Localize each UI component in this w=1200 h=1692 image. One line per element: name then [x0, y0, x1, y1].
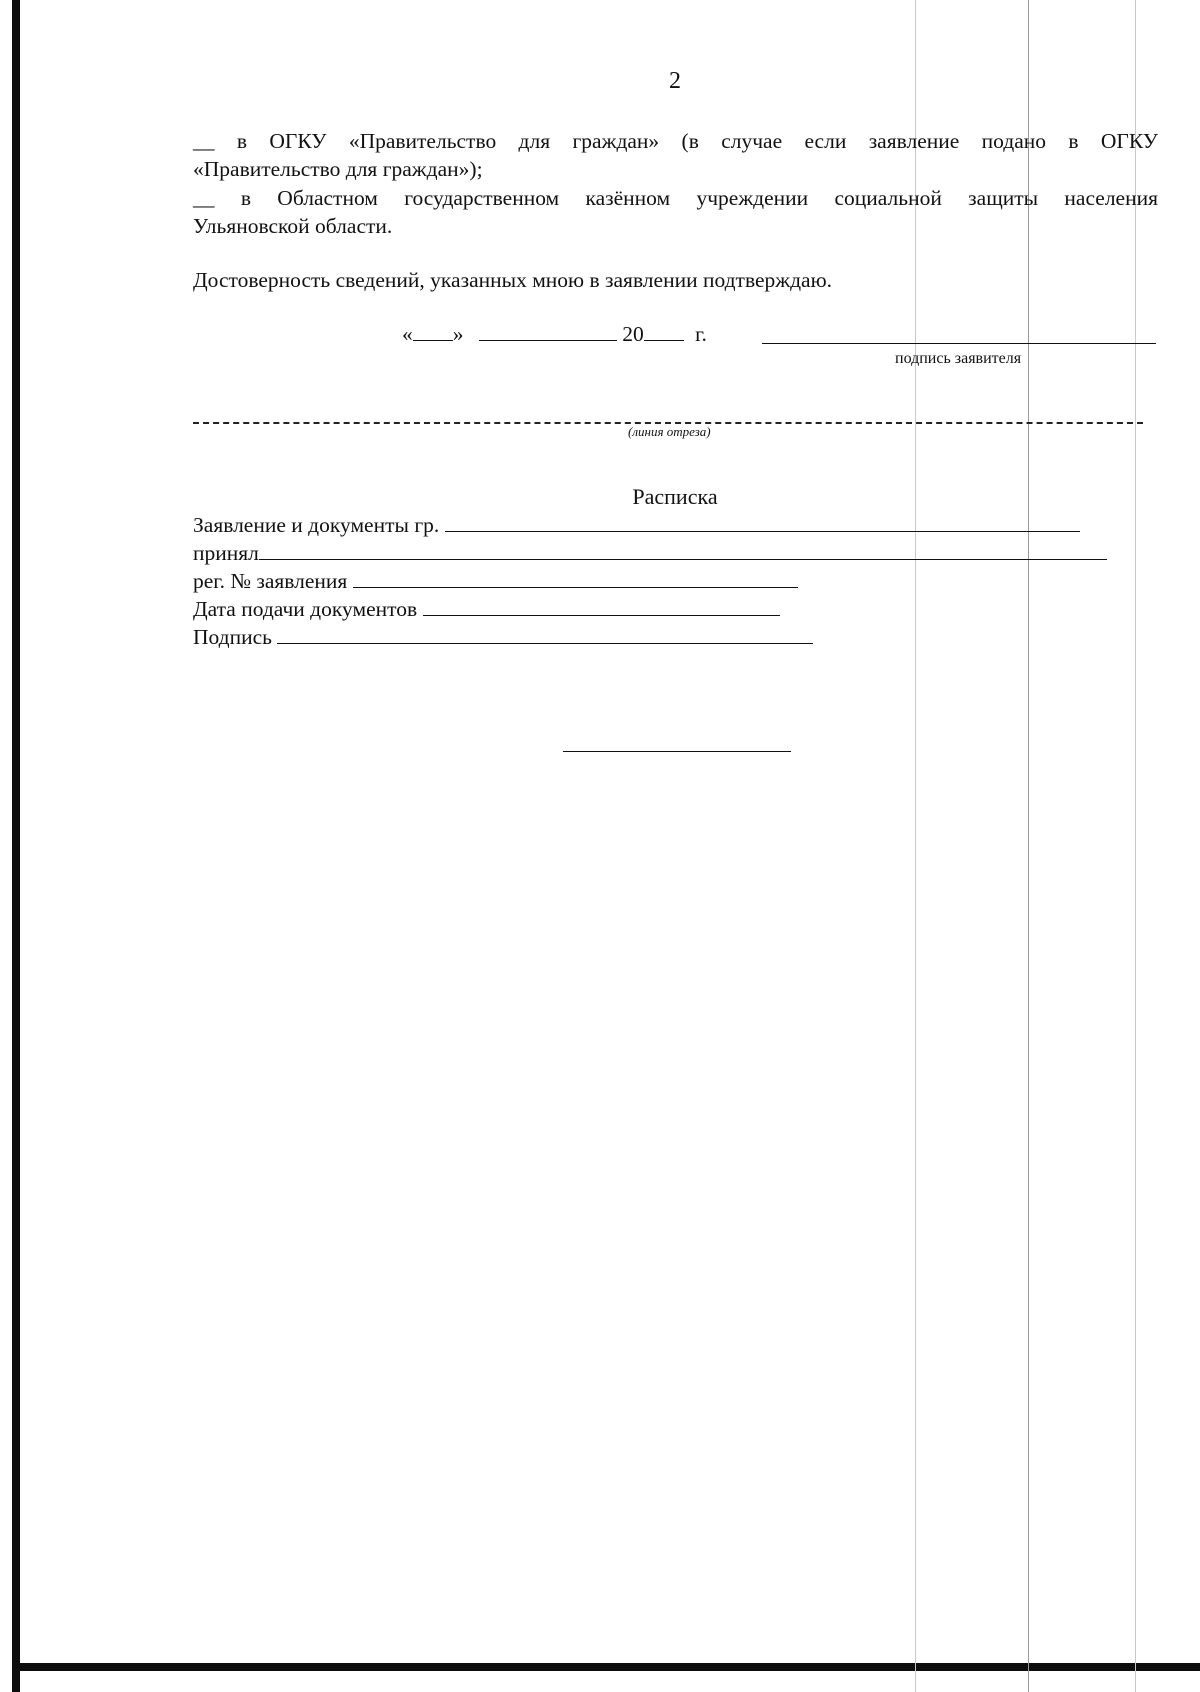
option-text-line: Ульяновской области.: [193, 214, 393, 238]
receipt-field-submission-date: [193, 595, 780, 622]
cut-line-caption: (линия отреза): [624, 424, 715, 440]
year-blank[interactable]: [644, 320, 684, 341]
field-label: Заявление и документы гр.: [193, 513, 440, 537]
receipt-title: Расписка: [632, 484, 718, 509]
day-blank[interactable]: [413, 320, 453, 341]
field-label: Дата подачи документов: [193, 597, 418, 621]
scan-edge-bottom: [12, 1663, 1200, 1671]
close-quote: »: [452, 322, 464, 346]
signature-line[interactable]: [762, 343, 1156, 344]
scan-edge-left: [12, 0, 20, 1692]
year-suffix: г.: [695, 322, 707, 346]
field-blank[interactable]: [445, 511, 1080, 532]
receipt-field-reg-number: [193, 567, 798, 594]
option-marker: __: [193, 129, 215, 153]
receipt-field-applicant: [193, 511, 1080, 538]
month-blank[interactable]: [479, 320, 617, 341]
field-blank[interactable]: [353, 567, 798, 588]
year-prefix: 20: [622, 322, 644, 346]
field-label: рег. № заявления: [193, 569, 348, 593]
date-line: [402, 320, 707, 347]
page-number: 2: [669, 68, 681, 94]
receipt-field-signature: [193, 623, 813, 650]
confirmation-text: Достоверность сведений, указанных мною в заявлении подтверждаю.: [193, 268, 833, 292]
signature-caption: подпись заявителя: [895, 350, 1022, 367]
receipt-field-accepted-by: [193, 539, 1107, 566]
field-label: Подпись: [193, 625, 272, 649]
option-text-line: «Правительство для граждан»);: [193, 157, 483, 181]
option-social-protection: [193, 184, 1158, 240]
field-blank[interactable]: [423, 595, 780, 616]
option-text-line: в ОГКУ «Правительство для граждан» (в случае если заявление подано в ОГКУ: [236, 129, 1158, 153]
option-text-line: в Областном государственном казённом учреждении социальной защиты населения: [240, 186, 1158, 210]
field-blank[interactable]: [259, 539, 1107, 560]
field-label: принял: [193, 541, 259, 565]
end-of-document-line: [563, 751, 791, 752]
scan-streak: [915, 0, 916, 1692]
field-blank[interactable]: [277, 623, 813, 644]
scan-streak: [1135, 0, 1136, 1692]
open-quote: «: [402, 322, 413, 346]
option-marker: __: [193, 186, 215, 210]
option-ogku: [193, 127, 1158, 183]
scan-streak: [1028, 0, 1029, 1692]
